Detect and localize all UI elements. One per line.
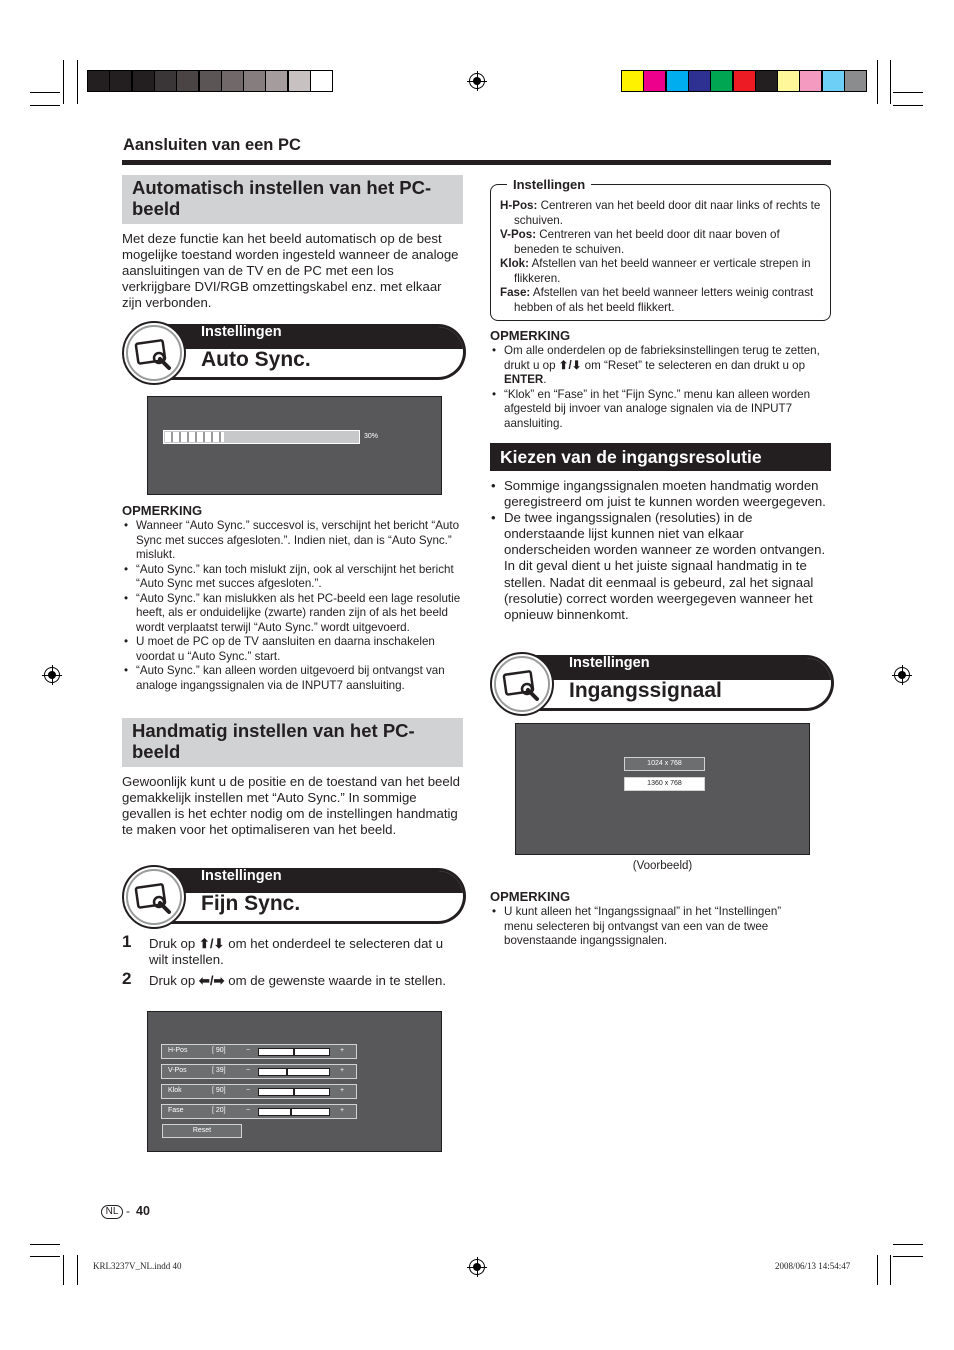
list-item: • Wanneer “Auto Sync.” succesvol is, verschijnt het bericht “Auto Sync met succes afgesloten.”. Indien niet, dan is “Auto Sync.” mislukt. xyxy=(122,519,462,563)
menu-row-name: Klok xyxy=(168,1087,182,1094)
settings-info-box xyxy=(490,177,831,321)
fijn-sync-banner xyxy=(122,867,466,927)
resolution-option-1360[interactable]: 1360 x 768 xyxy=(624,777,705,791)
definition-item: Klok: Afstellen van het beeld wanneer er verticale strepen in flikkeren. xyxy=(500,257,811,285)
color-swatch xyxy=(176,70,199,92)
manual-section-title: Handmatig instellen van het PC-beeld xyxy=(122,718,463,767)
ingangssignaal-screen xyxy=(515,723,810,855)
menu-row[interactable] xyxy=(161,1064,357,1079)
reset-button[interactable]: Reset xyxy=(162,1124,242,1138)
color-swatch xyxy=(243,70,266,92)
color-swatch xyxy=(844,70,867,92)
progress-bar xyxy=(163,430,360,444)
color-swatch xyxy=(777,70,800,92)
left-right-arrows-icon: ⬅/➡ xyxy=(198,973,225,988)
file-name: KRL3237V_NL.indd 40 xyxy=(93,1261,182,1271)
menu-row-name: H-Pos xyxy=(168,1047,188,1054)
language-badge: NL xyxy=(101,1205,123,1219)
resolution-notes-list xyxy=(490,905,808,949)
banner-title: Auto Sync. xyxy=(201,348,311,371)
slider-track[interactable] xyxy=(258,1108,330,1116)
plus-icon[interactable]: + xyxy=(340,1087,345,1094)
color-swatch xyxy=(109,70,132,92)
settings-tv-icon xyxy=(132,877,176,921)
list-item: • U kunt alleen het “Ingangssignaal” in het “Instellingen” menu selecteren bij ontvangst van een van de twee bovenstaande ingangssignalen. xyxy=(490,905,808,949)
plus-icon[interactable]: + xyxy=(340,1107,345,1114)
color-swatch xyxy=(199,70,222,92)
list-item: • “Klok” en “Fase” in het “Fijn Sync.” menu kan alleen worden afgesteld bij invoer van analoge signalen via de INPUT7 aansluiting. xyxy=(490,388,828,432)
registration-mark-icon xyxy=(894,667,910,683)
menu-row-name: Fase xyxy=(168,1107,184,1114)
minus-icon[interactable]: − xyxy=(246,1087,251,1094)
auto-section-title: Automatisch instellen van het PC-beeld xyxy=(122,175,463,224)
list-item: • Sommige ingangssignalen moeten handmatig worden geregistreerd om juist te kunnen worden weergegeven. xyxy=(490,478,830,510)
color-swatch xyxy=(688,70,711,92)
resolution-section-title: Kiezen van de ingangsresolutie xyxy=(490,443,831,471)
slider-track[interactable] xyxy=(258,1048,330,1056)
up-down-arrows-icon: ⬆/⬇ xyxy=(198,936,225,951)
list-item: • De twee ingangssignalen (resoluties) in de onderstaande lijst kunnen niet van elkaar onderscheiden worden wanneer ze worden ontvangen. In dit geval dient u het juiste signaal handmatig in te stellen. Nadat dit eenmaal is gebeurd, zal het signaal (resolutie) correct worden weergegeven wanneer het opnieuw binnenkomt. xyxy=(490,510,830,623)
progress-percent: 30% xyxy=(364,433,379,440)
page-dash: - xyxy=(126,1204,130,1218)
color-swatch xyxy=(310,70,333,92)
step-1-text: Druk op ⬆/⬇ om het onderdeel te selecteren dat u wilt instellen. xyxy=(149,936,444,968)
color-swatch xyxy=(87,70,110,92)
chapter-title: Aansluiten van een PC xyxy=(123,136,301,154)
minus-icon[interactable]: − xyxy=(246,1047,251,1054)
banner-label: Instellingen xyxy=(569,655,650,671)
screen-caption: (Voorbeeld) xyxy=(632,860,693,872)
slider-thumb[interactable] xyxy=(290,1108,292,1116)
slider-thumb[interactable] xyxy=(293,1048,295,1056)
step-number: 2 xyxy=(122,969,132,988)
color-swatch xyxy=(733,70,756,92)
color-swatch xyxy=(288,70,311,92)
up-down-arrows-icon: ⬆/⬇ xyxy=(558,358,582,372)
color-swatch xyxy=(132,70,155,92)
color-swatch xyxy=(710,70,733,92)
menu-row[interactable] xyxy=(161,1084,357,1099)
slider-track[interactable] xyxy=(258,1068,330,1076)
color-swatch xyxy=(643,70,666,92)
banner-title: Fijn Sync. xyxy=(201,892,301,915)
menu-row-value: [ 90] xyxy=(212,1047,226,1054)
page-number: 40 xyxy=(136,1204,150,1218)
menu-row-name: V-Pos xyxy=(168,1067,187,1074)
color-swatch xyxy=(755,70,778,92)
settings-note-heading: OPMERKING xyxy=(490,328,571,343)
color-swatch xyxy=(666,70,689,92)
registration-mark-icon xyxy=(44,667,60,683)
manual-section-body: Gewoonlijk kunt u de positie en de toestand van het beeld gemakkelijk instellen met “Auto Sync.” In sommige gevallen is het echter nodig om de instellingen handmatig te maken voor het optimaliseren van het beeld. xyxy=(122,774,460,838)
settings-tv-icon xyxy=(132,333,176,377)
banner-title: Ingangssignaal xyxy=(569,679,722,702)
list-item: • “Auto Sync.” kan mislukken als het PC-beeld een lage resolutie heeft, als er onduidelijke (zwarte) randen zijn of als het beeld wordt verplaatst terwijl “Auto Sync.” wordt uitgevoerd. xyxy=(122,592,462,636)
menu-row[interactable] xyxy=(161,1044,357,1059)
list-item: • U moet de PC op de TV aansluiten en daarna inschakelen voordat u “Auto Sync.” start. xyxy=(122,635,462,664)
progress-fill xyxy=(165,432,224,442)
menu-row-value: [ 39] xyxy=(212,1067,226,1074)
plus-icon[interactable]: + xyxy=(340,1067,345,1074)
resolution-note-heading: OPMERKING xyxy=(490,889,571,904)
plus-icon[interactable]: + xyxy=(340,1047,345,1054)
menu-row[interactable] xyxy=(161,1104,357,1119)
settings-notes-list xyxy=(490,344,828,431)
slider-track[interactable] xyxy=(258,1088,330,1096)
settings-definitions xyxy=(500,199,822,315)
list-item: • “Auto Sync.” kan toch mislukt zijn, ook al verschijnt het bericht “Auto Sync met succes afgesloten.”. xyxy=(122,563,462,592)
resolution-bullets xyxy=(490,478,830,623)
auto-note-heading: OPMERKING xyxy=(122,503,203,518)
resolution-option-1024[interactable]: 1024 x 768 xyxy=(624,757,705,771)
banner-label: Instellingen xyxy=(201,324,282,340)
definition-item: V-Pos: Centreren van het beeld door dit naar boven of beneden te schuiven. xyxy=(500,228,780,256)
auto-sync-screen xyxy=(147,396,442,495)
slider-thumb[interactable] xyxy=(293,1088,295,1096)
minus-icon[interactable]: − xyxy=(246,1067,251,1074)
menu-row-value: [ 20] xyxy=(212,1107,226,1114)
auto-notes-list xyxy=(122,519,462,693)
settings-box-title: Instellingen xyxy=(507,177,591,192)
ingangssignaal-banner xyxy=(490,654,834,714)
step-number: 1 xyxy=(122,932,132,951)
color-swatch xyxy=(822,70,845,92)
header-rule xyxy=(122,160,831,165)
banner-label: Instellingen xyxy=(201,868,282,884)
fijn-sync-screen xyxy=(147,1011,442,1152)
color-swatch xyxy=(154,70,177,92)
registration-mark-icon xyxy=(469,73,485,89)
color-swatch xyxy=(621,70,644,92)
auto-section-body: Met deze functie kan het beeld automatisch op de best mogelijke toestand worden ingesteld wanneer de analoge aansluitingen van de TV en de PC met een los verkrijgbare DVI/RGB omzettingskabel enz. met elkaar zijn verbonden. xyxy=(122,231,459,311)
minus-icon[interactable]: − xyxy=(246,1107,251,1114)
list-item: • “Auto Sync.” kan alleen worden uitgevoerd bij ontvangst van analoge ingangssignalen via de INPUT7 aansluiting. xyxy=(122,664,462,693)
registration-mark-icon xyxy=(469,1259,485,1275)
list-item: • Om alle onderdelen op de fabrieksinstellingen terug te zetten, drukt u op ⬆/⬇ om “Reset” te selecteren en dan drukt u op ENTER. xyxy=(490,344,828,388)
definition-item: H-Pos: Centreren van het beeld door dit naar links of rechts te schuiven. xyxy=(500,199,821,227)
auto-sync-banner xyxy=(122,323,466,383)
color-swatch xyxy=(799,70,822,92)
menu-row-value: [ 90] xyxy=(212,1087,226,1094)
definition-item: Fase: Afstellen van het beeld wanneer letters weinig contrast hebben of als het beeld flikkert. xyxy=(500,286,814,314)
slider-thumb[interactable] xyxy=(286,1068,288,1076)
step-2-text: Druk op ⬅/➡ om de gewenste waarde in te stellen. xyxy=(149,973,446,988)
color-swatch xyxy=(221,70,244,92)
settings-tv-icon xyxy=(500,664,544,708)
print-date: 2008/06/13 14:54:47 xyxy=(775,1261,851,1271)
color-swatch xyxy=(265,70,288,92)
